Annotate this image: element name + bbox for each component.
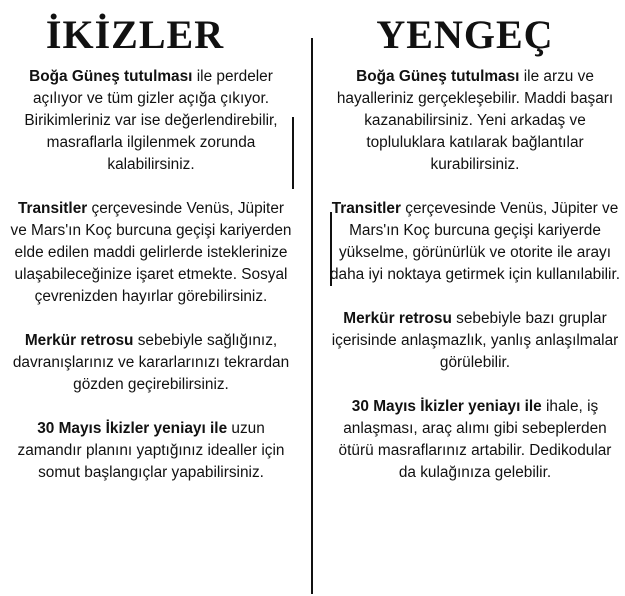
- left-paragraph-eclipse-text: ile perdeler açılıyor ve tüm gizler açığa çıkıyor. Birikimleriniz var ise değerlendirebilir, masraflarla ilgilenmek zorunda kalabilirsiniz.: [24, 68, 278, 173]
- right-paragraph-newmoon: [330, 396, 620, 484]
- right-paragraph-mercury-text: sebebiyle bazı gruplar içerisinde anlaşmazlık, yanlış anlaşılmalar görülebilir.: [331, 310, 619, 371]
- right-column: [330, 66, 620, 484]
- right-paragraph-newmoon-lead: 30 Mayıs İkizler yeniayı ile: [351, 398, 542, 415]
- right-paragraph-newmoon-text: ihale, iş anlaşması, araç alımı gibi sebeplerden ötürü masraflarınız artabilir. Dedikodular da kulağınıza gelebilir.: [338, 398, 612, 481]
- right-paragraph-eclipse-lead: Boğa Güneş tutulması: [356, 68, 520, 85]
- right-column-title: YENGEÇ: [376, 12, 554, 57]
- right-paragraph-transits: [330, 198, 620, 286]
- right-paragraph-transits-text: çerçevesinde Venüs, Jüpiter ve Mars'ın Koç burcuna geçişi kariyerde yükselme, görünürlük ve otorite ile arayı daha iyi noktaya getirmek için kullanılabilir.: [330, 200, 621, 283]
- left-paragraph-newmoon-text: uzun zamandır planını yaptığınız idealler için somut başlangıçlar yapabilirsiniz.: [17, 420, 285, 481]
- right-paragraph-mercury-lead: Merkür retrosu: [343, 310, 452, 327]
- left-paragraph-transits-lead: Transitler: [17, 200, 88, 217]
- left-column: [8, 66, 294, 484]
- left-paragraph-mercury-lead: Merkür retrosu: [24, 332, 134, 349]
- left-paragraph-mercury: [8, 330, 294, 396]
- right-paragraph-eclipse-text: ile arzu ve hayalleriniz gerçekleşebilir. Maddi başarı kazanabilirsiniz. Yeni arkadaş ve topluluklara katılarak bağlantılar kurabilirsiniz.: [336, 68, 614, 173]
- right-paragraph-eclipse: [330, 66, 620, 176]
- left-column-title: İKİZLER: [45, 12, 225, 57]
- left-paragraph-newmoon: [8, 418, 294, 484]
- left-paragraph-eclipse-lead: Boğa Güneş tutulması: [29, 68, 193, 85]
- right-paragraph-transits-lead: Transitler: [331, 200, 401, 217]
- left-paragraph-transits-text: çerçevesinde Venüs, Jüpiter ve Mars'ın Koç burcuna geçişi kariyerden elde edilen maddi gelirlerde isteklerinize ulaşabileceğinize işaret etmekte. Sosyal çevrenizden hayırlar görebilirsiniz.: [10, 200, 292, 305]
- left-paragraph-transits: [8, 198, 294, 308]
- right-paragraph-mercury: [330, 308, 620, 374]
- left-paragraph-mercury-text: sebebiyle sağlığınız, davranışlarınız ve kararlarınızı tekrardan gözden geçirebilirsiniz.: [12, 332, 290, 393]
- left-paragraph-newmoon-lead: 30 Mayıs İkizler yeniayı ile: [37, 420, 228, 437]
- left-paragraph-eclipse: [8, 66, 294, 176]
- center-divider: [311, 38, 313, 594]
